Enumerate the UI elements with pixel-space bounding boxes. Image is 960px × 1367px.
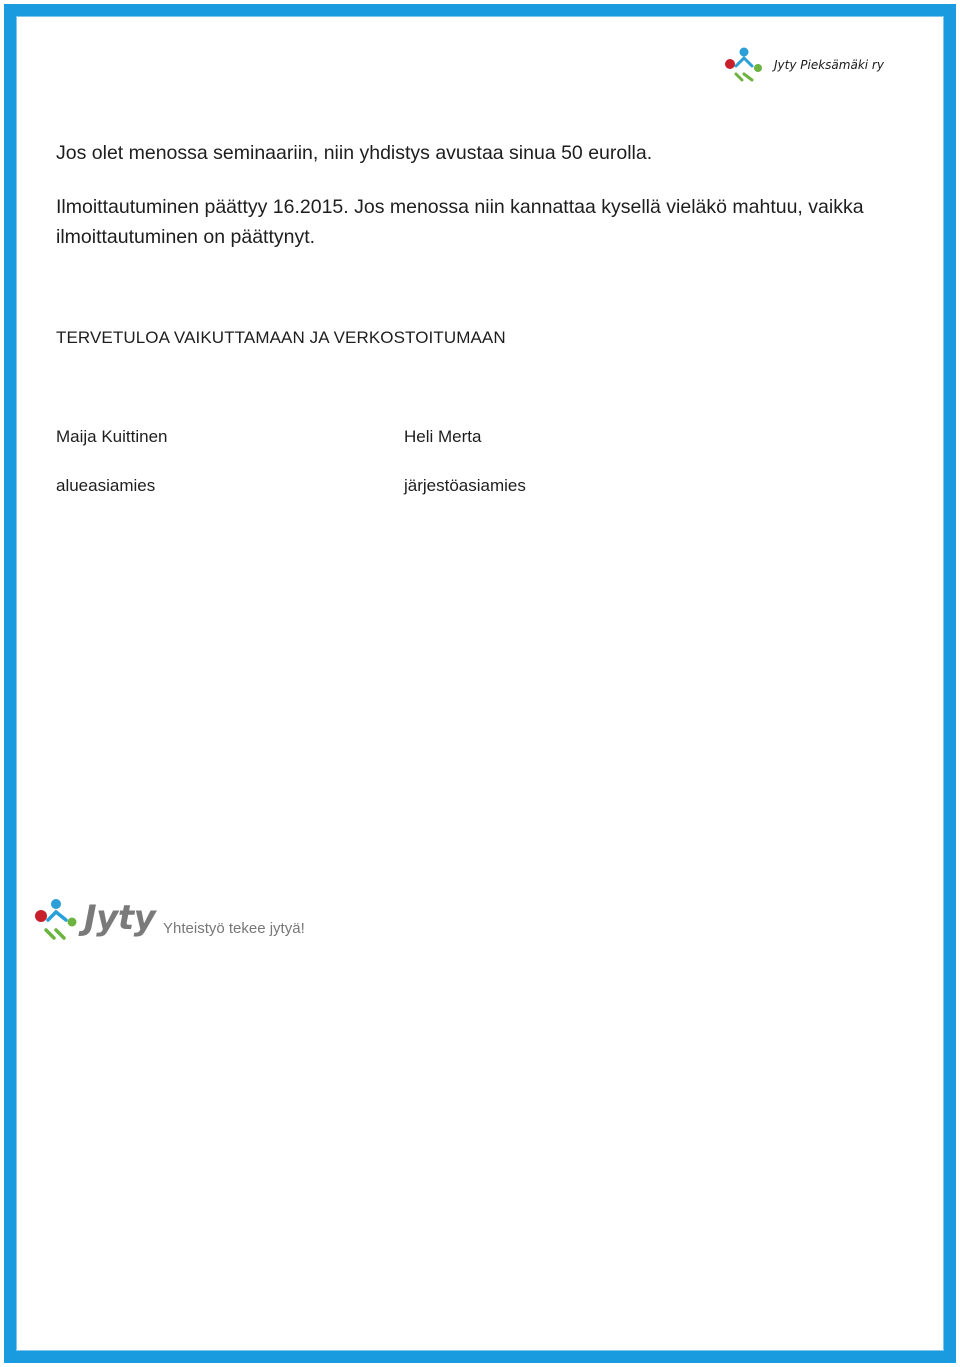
footer-slogan: Yhteistyö tekee jytyä! <box>163 920 305 937</box>
paragraph-seminar-support: Jos olet menossa seminaariin, niin yhdistys avustaa sinua 50 eurolla. <box>56 142 653 164</box>
header-org-name: Jyty Pieksämäki ry <box>774 58 884 72</box>
paragraph-registration: Ilmoittautuminen päättyy 16.2015. Jos menossa niin kannattaa kysellä vieläkö mahtuu, vaikka ilmoittautuminen on päättynyt. <box>56 196 864 248</box>
welcome-heading: TERVETULOA VAIKUTTAMAAN JA VERKOSTOITUMAAN <box>56 328 506 347</box>
jyty-figure-logo-icon <box>32 896 80 944</box>
signature-name-1: Maija Kuittinen <box>56 427 168 446</box>
footer-brand: Jyty <box>84 898 156 938</box>
signature-name-2: Heli Merta <box>404 427 482 446</box>
footer-logo <box>32 896 332 952</box>
header-logo <box>722 44 902 88</box>
signature-role-1: alueasiamies <box>56 476 156 495</box>
jyty-figure-logo-icon <box>722 44 766 84</box>
signature-role-2: järjestöasiamies <box>404 476 526 495</box>
